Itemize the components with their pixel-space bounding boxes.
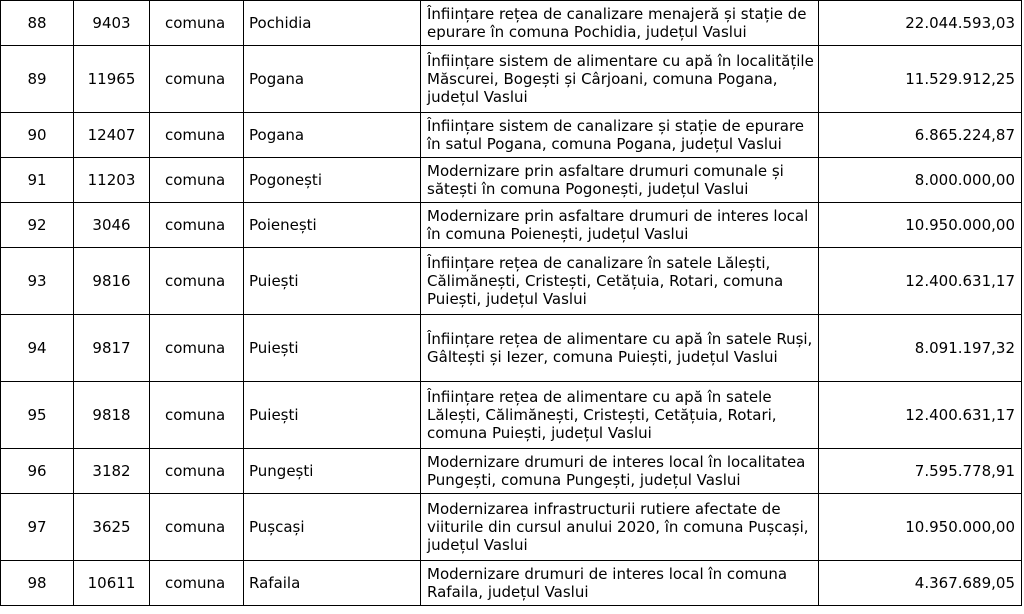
table-row [1,46,1022,113]
project-amount: 10.950.000,00 [819,203,1022,248]
locality-name: Pogonești [244,158,421,203]
locality-name: Pungești [244,449,421,494]
row-number: 97 [1,494,74,561]
project-description: Modernizare prin asfaltare drumuri comunale și sătești în comuna Pogonești, județul Vaslui [421,158,819,203]
project-id: 9816 [74,248,150,315]
locality-name: Poienești [244,203,421,248]
unit-type: comuna [150,248,244,315]
row-number: 98 [1,561,74,606]
unit-type: comuna [150,1,244,46]
unit-type: comuna [150,561,244,606]
row-number: 92 [1,203,74,248]
table-row [1,449,1022,494]
unit-type: comuna [150,315,244,382]
row-number: 94 [1,315,74,382]
project-amount: 8.091.197,32 [819,315,1022,382]
project-description: Modernizarea infrastructurii rutiere afectate de viiturile din cursul anului 2020, în comuna Pușcași, județul Vaslui [421,494,819,561]
unit-type: comuna [150,203,244,248]
locality-name: Rafaila [244,561,421,606]
project-description: Înființare sistem de alimentare cu apă în localitățile Măscurei, Bogești și Cârjoani, comuna Pogana, județul Vaslui [421,46,819,113]
unit-type: comuna [150,46,244,113]
row-number: 96 [1,449,74,494]
project-id: 9403 [74,1,150,46]
project-id: 9817 [74,315,150,382]
table-row [1,113,1022,158]
table-row [1,561,1022,606]
project-amount: 12.400.631,17 [819,382,1022,449]
project-description: Înființare rețea de alimentare cu apă în satele Ruși, Gâltești și Iezer, comuna Puiești, județul Vaslui [421,315,819,382]
unit-type: comuna [150,382,244,449]
table-row [1,382,1022,449]
project-amount: 4.367.689,05 [819,561,1022,606]
unit-type: comuna [150,494,244,561]
project-id: 3182 [74,449,150,494]
table-row [1,1,1022,46]
project-id: 12407 [74,113,150,158]
row-number: 93 [1,248,74,315]
project-id: 3046 [74,203,150,248]
row-number: 90 [1,113,74,158]
project-amount: 22.044.593,03 [819,1,1022,46]
projects-table-body [1,1,1022,606]
project-amount: 8.000.000,00 [819,158,1022,203]
unit-type: comuna [150,113,244,158]
unit-type: comuna [150,449,244,494]
locality-name: Pogana [244,113,421,158]
table-row [1,158,1022,203]
project-description: Înființare rețea de canalizare menajeră și stație de epurare în comuna Pochidia, județul Vaslui [421,1,819,46]
row-number: 95 [1,382,74,449]
locality-name: Pochidia [244,1,421,46]
table-row [1,315,1022,382]
project-description: Înființare rețea de alimentare cu apă în satele Lălești, Călimănești, Cristești, Cetățuia, Rotari, comuna Puiești, județul Vaslui [421,382,819,449]
project-description: Înființare rețea de canalizare în satele Lălești, Călimănești, Cristești, Cetățuia, Rotari, comuna Puiești, județul Vaslui [421,248,819,315]
project-id: 10611 [74,561,150,606]
row-number: 91 [1,158,74,203]
unit-type: comuna [150,158,244,203]
project-amount: 12.400.631,17 [819,248,1022,315]
locality-name: Puiești [244,315,421,382]
project-id: 3625 [74,494,150,561]
table-row [1,203,1022,248]
project-description: Modernizare prin asfaltare drumuri de interes local în comuna Poienești, județul Vaslui [421,203,819,248]
project-amount: 7.595.778,91 [819,449,1022,494]
locality-name: Puiești [244,248,421,315]
row-number: 88 [1,1,74,46]
locality-name: Pogana [244,46,421,113]
project-id: 11965 [74,46,150,113]
row-number: 89 [1,46,74,113]
locality-name: Puiești [244,382,421,449]
project-id: 11203 [74,158,150,203]
project-amount: 11.529.912,25 [819,46,1022,113]
project-id: 9818 [74,382,150,449]
project-description: Modernizare drumuri de interes local în comuna Rafaila, județul Vaslui [421,561,819,606]
project-description: Înființare sistem de canalizare și stație de epurare în satul Pogana, comuna Pogana, județul Vaslui [421,113,819,158]
project-amount: 6.865.224,87 [819,113,1022,158]
project-description: Modernizare drumuri de interes local în localitatea Pungești, comuna Pungești, județul Vaslui [421,449,819,494]
locality-name: Pușcași [244,494,421,561]
table-row [1,494,1022,561]
project-amount: 10.950.000,00 [819,494,1022,561]
table-row [1,248,1022,315]
